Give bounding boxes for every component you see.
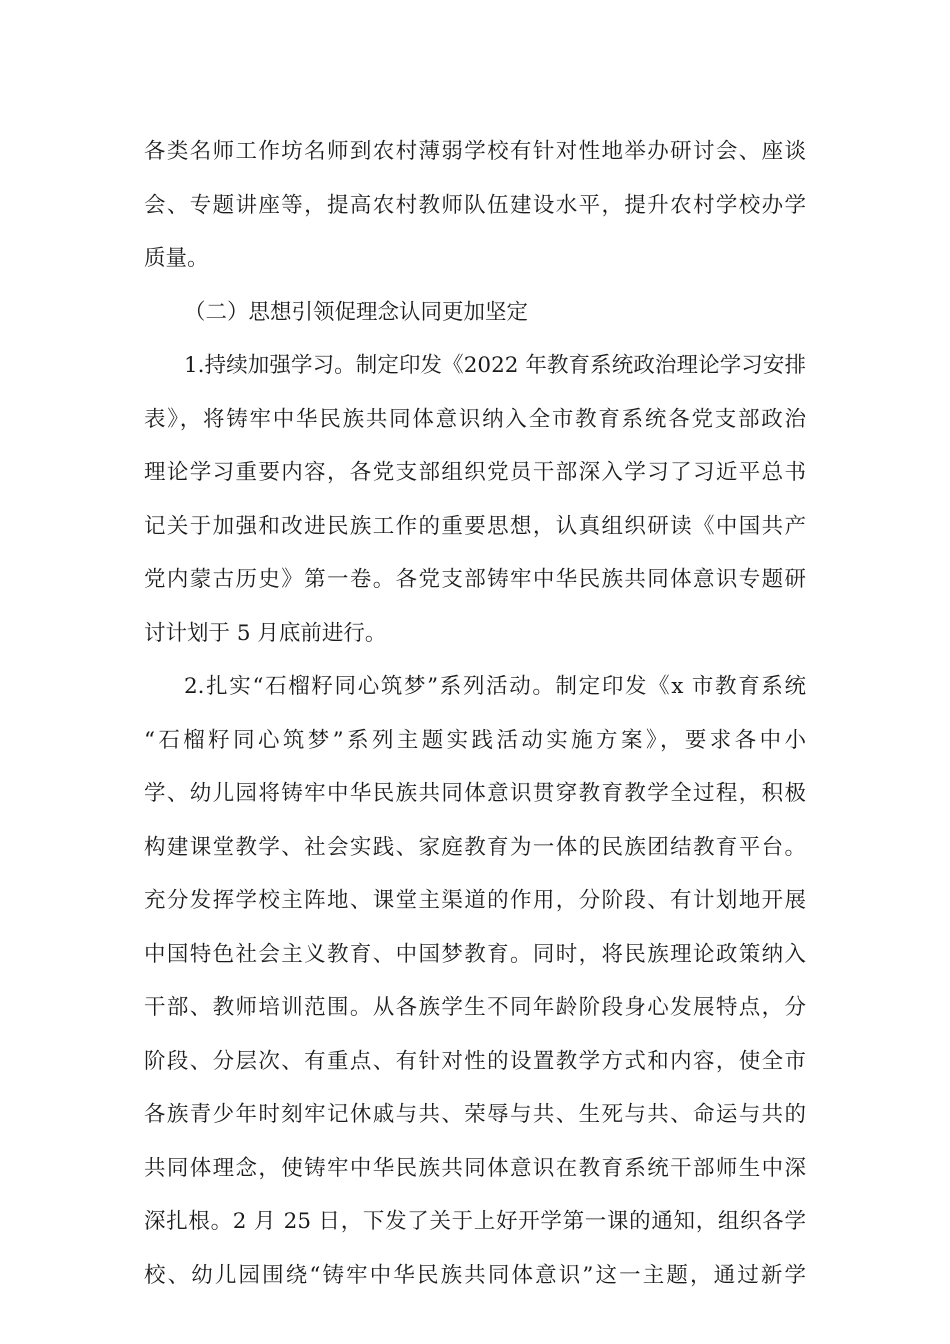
text-line: 讨计划于 5 月底前进行。 [144, 620, 387, 646]
paragraph-study [144, 339, 806, 660]
text-line: 记关于加强和改进民族工作的重要思想，认真组织研读《中国共产 [144, 513, 806, 539]
text-line: 质量。 [144, 246, 209, 271]
text-line: 1.持续加强学习。制定印发《2022 年教育系统政治理论学习安排 [184, 353, 806, 378]
heading-line: （二）思想引领促理念认同更加坚定 [184, 299, 529, 325]
text-line: 共同体理念，使铸牢中华民族共同体意识在教育系统干部师生中深 [144, 1155, 806, 1181]
text-line: 理论学习重要内容，各党支部组织党员干部深入学习了习近平总书 [144, 460, 806, 485]
text-line: 深扎根。2 月 25 日，下发了关于上好开学第一课的通知，组织各学 [144, 1209, 806, 1234]
text-line: 构建课堂教学、社会实践、家庭教育为一体的民族团结教育平台。 [144, 834, 806, 860]
text-line: 中国特色社会主义教育、中国梦教育。同时，将民族理论政策纳入 [144, 941, 806, 967]
text-line: 学、幼儿园将铸牢中华民族共同体意识贯穿教育教学全过程，积极 [144, 781, 806, 806]
text-line: 党内蒙古历史》第一卷。各党支部铸牢中华民族共同体意识专题研 [144, 567, 806, 592]
text-line: 各族青少年时刻牢记休戚与共、荣辱与共、生死与共、命运与共的 [144, 1102, 806, 1127]
text-line: 校、幼儿园围绕“铸牢中华民族共同体意识”这一主题，通过新学 [144, 1262, 806, 1288]
text-line: 2.扎实“石榴籽同心筑梦”系列活动。制定印发《x 市教育系统 [184, 674, 806, 699]
text-line: 表》，将铸牢中华民族共同体意识纳入全市教育系统各党支部政治 [144, 406, 806, 432]
text-line: 阶段、分层次、有重点、有针对性的设置教学方式和内容，使全市 [144, 1048, 806, 1074]
paragraph-activities [144, 660, 806, 1302]
paragraph-continuation [144, 125, 806, 286]
text-line: 干部、教师培训范围。从各族学生不同年龄阶段身心发展特点，分 [144, 995, 806, 1020]
text-line: 会、专题讲座等，提高农村教师队伍建设水平，提升农村学校办学 [144, 192, 806, 218]
document-body [144, 125, 806, 1302]
text-line: 充分发挥学校主阵地、课堂主渠道的作用，分阶段、有计划地开展 [144, 888, 806, 913]
section-heading [144, 286, 806, 340]
text-line: 各类名师工作坊名师到农村薄弱学校有针对性地举办研讨会、座谈 [144, 139, 806, 164]
text-line: “石榴籽同心筑梦”系列主题实践活动实施方案》，要求各中小 [144, 727, 806, 753]
